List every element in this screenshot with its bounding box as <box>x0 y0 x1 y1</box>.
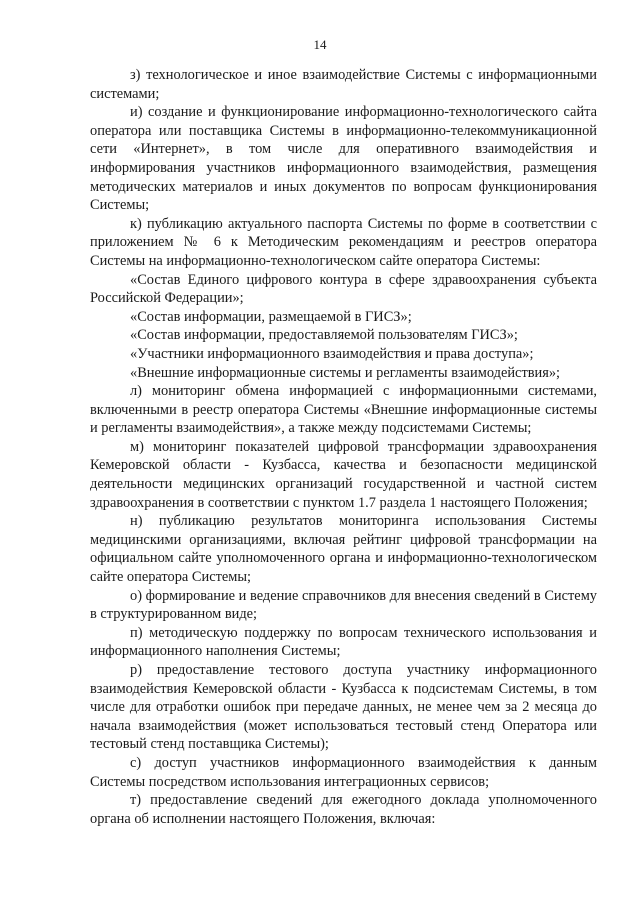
paragraph-m: м) мониторинг показателей цифровой трансформации здравоохранения Кемеровской области - Кузбасса, качества и безопасности медицинской деятельности медицинских организаций государственной и частной систем здравоохранения в соответствии с пунктом 1.7 раздела 1 настоящего Положения; <box>90 438 597 511</box>
document-body <box>90 66 597 828</box>
paragraph-k: к) публикацию актуального паспорта Системы по форме в соответствии с приложением № 6 к Методическим рекомендациям и реестров оператора Системы на информационно-технологическом сайте оператора Системы: <box>90 215 597 269</box>
registry-item-participants: «Участники информационного взаимодействия и права доступа»; <box>130 345 534 362</box>
paragraph-r: р) предоставление тестового доступа участнику информационного взаимодействия Кемеровской области - Кузбасса к подсистемам Системы, в том числе для отработки ошибок при передаче данных, не менее чем за 2 месяца до начала взаимодействия (может использоваться тестовый стенд Оператора или тестовый стенд поставщика Системы); <box>90 662 597 753</box>
paragraph-z: з) технологическое и иное взаимодействие Системы с информационными системами; <box>90 67 597 102</box>
paragraph-n: н) публикацию результатов мониторинга использования Системы медицинскими организациями, включая рейтинг цифровой трансформации на официальном сайте уполномоченного органа и информационно-технологическом сайте оператора Системы; <box>90 513 597 586</box>
paragraph-l: л) мониторинг обмена информацией с информационными системами, включенными в реестр оператора Системы «Внешние информационные системы и регламенты взаимодействия», а также между подсистемами Системы; <box>90 383 597 437</box>
paragraph-s: с) доступ участников информационного взаимодействия к данным Системы посредством использования интеграционных сервисов; <box>90 754 597 790</box>
registry-item-gisz-users-info: «Состав информации, предоставляемой пользователям ГИСЗ»; <box>130 327 518 344</box>
paragraph-i: и) создание и функционирование информационно-технологического сайта оператора или поставщика Системы в информационно-телекоммуникационной сети «Интернет», в том числе для оперативного взаимодействия и информирования участников информационного взаимодействия, размещения методических материалов и иных документов по вопросам функционирования Системы; <box>90 104 597 214</box>
registry-item-digital-contour: «Состав Единого цифрового контура в сфере здравоохранения субъекта Российской Федерации»; <box>90 271 597 307</box>
paragraph-o: о) формирование и ведение справочников для внесения сведений в Систему в структурированном виде; <box>90 587 597 623</box>
paragraph-t: т) предоставление сведений для ежегодного доклада уполномоченного органа об исполнении настоящего Положения, включая: <box>90 792 597 827</box>
paragraph-p: п) методическую поддержку по вопросам технического использования и информационного наполнения Системы; <box>90 624 597 660</box>
page-number: 14 <box>313 37 327 52</box>
registry-item-external-systems: «Внешние информационные системы и регламенты взаимодействия»; <box>130 364 561 381</box>
registry-item-gisz-info: «Состав информации, размещаемой в ГИСЗ»; <box>130 308 412 325</box>
